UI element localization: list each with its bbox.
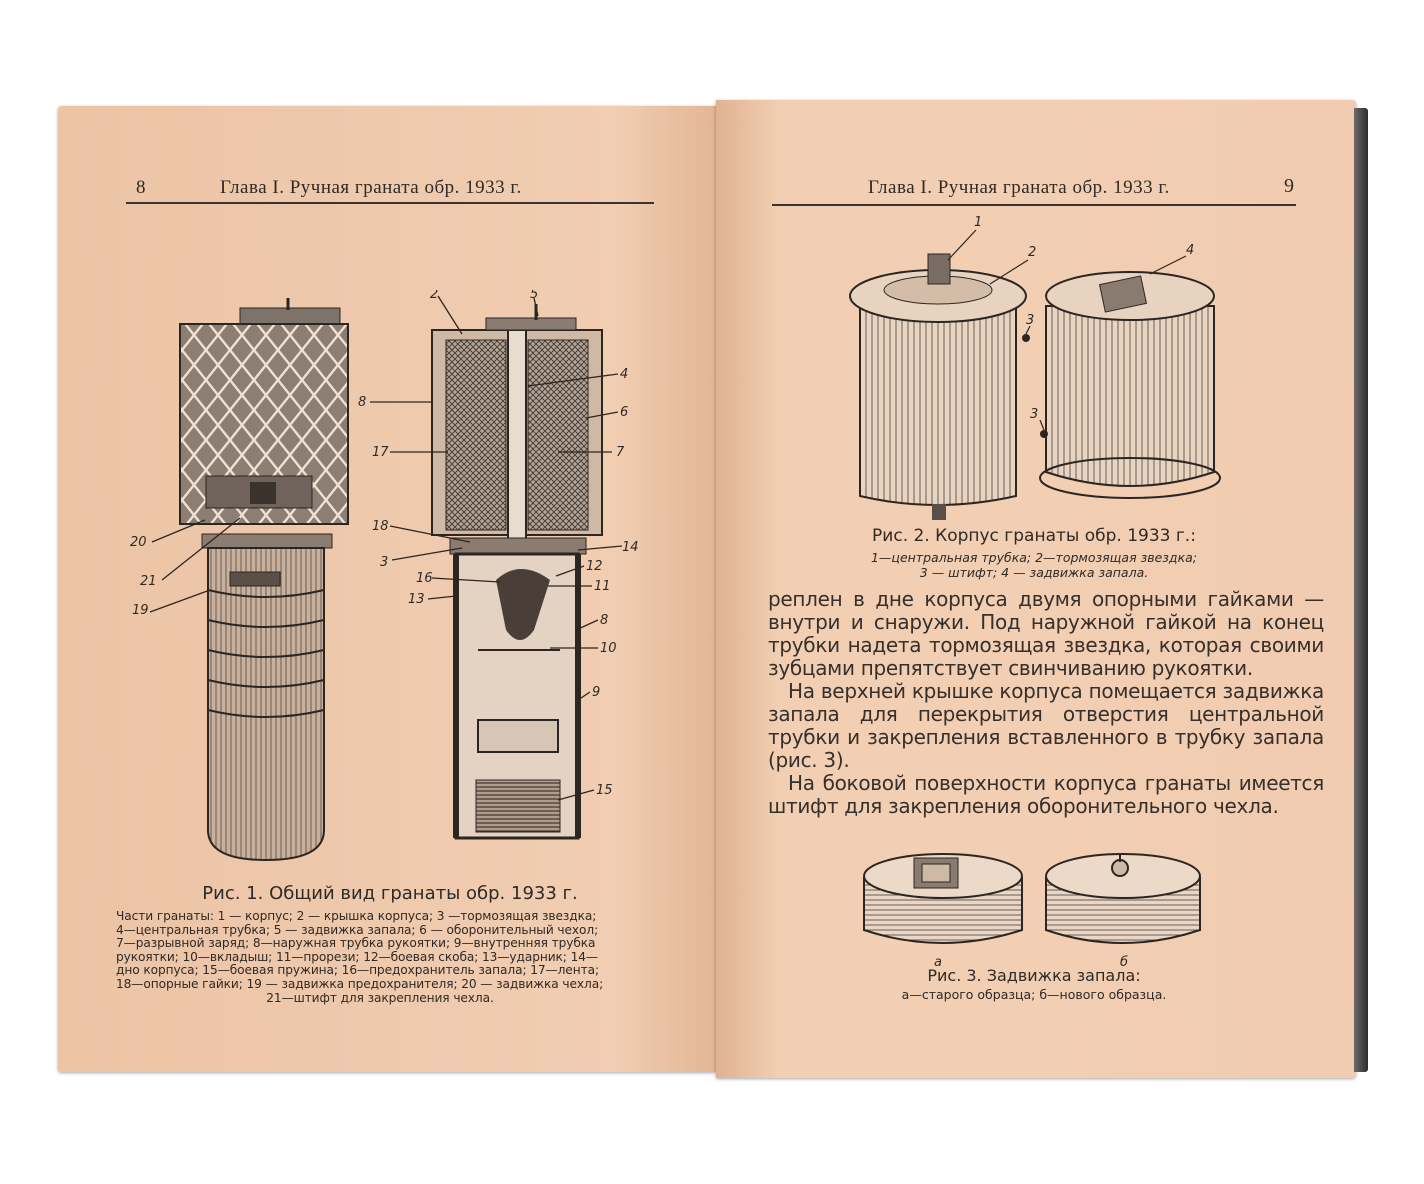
legend-line: рукоятки; 10—вкладыш; 11—прорези; 12—боевая скоба; 13—ударник; 14— <box>116 949 598 964</box>
fig1-label-20: 20 <box>130 535 147 550</box>
legend-line: дно корпуса; 15—боевая пружина; 16—предохранитель запала; 17—лента; <box>116 963 599 978</box>
fig1-label-6: 6 <box>620 405 629 420</box>
fig1-label-9: 9 <box>592 685 601 700</box>
fig1-label-7: 7 <box>616 445 625 460</box>
fig1-label-2: 2 <box>430 290 439 302</box>
fig2-label-1: 1 <box>974 215 983 230</box>
legend-line: 7—разрывной заряд; 8—наружная трубка рукоятки; 9—внутренняя трубка <box>116 936 596 951</box>
figure-3-latch-drawing <box>850 838 1230 970</box>
paragraph: реплен в дне корпуса двумя опорными гайками — внутри и снаружи. Под наружной гайкой на конец трубки надета тормозящая звездка, которая своими зубцами препятствует свинчиванию рукоятки. <box>768 587 1324 680</box>
fig1-label-17: 17 <box>372 445 389 460</box>
fig1-label-8-cover: 8 <box>358 395 367 410</box>
body-text <box>768 588 1324 818</box>
figure-1-legend <box>116 910 644 1005</box>
fig2-label-4: 4 <box>1186 243 1195 258</box>
fig1-label-21: 21 <box>140 574 157 589</box>
grenade-cross-section <box>432 304 602 838</box>
fig1-label-18: 18 <box>372 519 389 534</box>
fig1-label-8: 8 <box>600 613 609 628</box>
fig1-label-15: 15 <box>596 783 613 798</box>
figure-1-caption: Рис. 1. Общий вид гранаты обр. 1933 г. <box>202 883 578 904</box>
left-running-header: Глава I. Ручная граната обр. 1933 г. <box>220 177 522 198</box>
paragraph: На боковой поверхности корпуса гранаты имеется штифт для закрепления оборонительного чехла. <box>768 771 1324 818</box>
grenade-external-view <box>180 298 348 860</box>
figure-2-legend-line-2: 3 — штифт; 4 — задвижка запала. <box>919 565 1149 580</box>
fig2-label-2: 2 <box>1028 245 1037 260</box>
right-running-header: Глава I. Ручная граната обр. 1933 г. <box>868 177 1170 198</box>
legend-line: 21—штифт для закрепления чехла. <box>266 990 494 1005</box>
grenade-body-with-latch <box>1040 272 1220 498</box>
paragraph: На верхней крышке корпуса помещается задвижка запала для перекрытия отверстия центральной трубки и закрепления вставленного в трубку запала (рис. 3). <box>768 679 1324 772</box>
book-spine <box>1354 108 1368 1072</box>
legend-line: 18—опорные гайки; 19 — задвижка предохранителя; 20 — задвижка чехла; <box>116 976 604 991</box>
grenade-body-with-tube <box>850 254 1030 520</box>
left-header-rule <box>126 202 654 204</box>
fig1-label-16: 16 <box>416 571 433 586</box>
fig2-label-3-side: 3 <box>1030 407 1039 422</box>
fig3-label-b: б <box>1120 955 1129 970</box>
right-header-rule <box>772 204 1296 206</box>
latch-old-type <box>864 854 1022 943</box>
fig1-label-13: 13 <box>408 592 425 607</box>
fig1-label-10: 10 <box>600 641 617 656</box>
fig3-label-a: а <box>934 955 942 970</box>
figure-2-caption: Рис. 2. Корпус гранаты обр. 1933 г.: <box>872 526 1196 546</box>
fig1-label-5: 5 <box>530 290 539 302</box>
fig2-label-3-top: 3 <box>1026 313 1035 328</box>
fig1-label-11: 11 <box>594 579 611 594</box>
figure-2-body-drawing <box>840 210 1240 530</box>
left-page-number: 8 <box>136 177 146 198</box>
fig1-label-4: 4 <box>620 367 629 382</box>
latch-new-type <box>1046 854 1200 943</box>
legend-line: Части гранаты: 1 — корпус; 2 — крышка корпуса; 3 —тормозящая звездка; <box>116 909 597 923</box>
figure-1-grenade-drawing <box>110 290 670 880</box>
right-page-number: 9 <box>1284 175 1295 197</box>
fig1-label-19: 19 <box>132 603 149 618</box>
figure-3-caption: Рис. 3. Задвижка запала: <box>927 966 1141 985</box>
fig1-label-12: 12 <box>586 559 603 574</box>
legend-line: 4—центральная трубка; 5 — задвижка запала; 6 — оборонительный чехол; <box>116 922 599 937</box>
fig1-label-14: 14 <box>622 540 639 555</box>
figure-2-legend-line-1: 1—центральная трубка; 2—тормозящая звездка; <box>870 550 1197 565</box>
figure-3-legend: а—старого образца; б—нового образца. <box>901 987 1167 1002</box>
fig1-label-3: 3 <box>380 555 389 570</box>
